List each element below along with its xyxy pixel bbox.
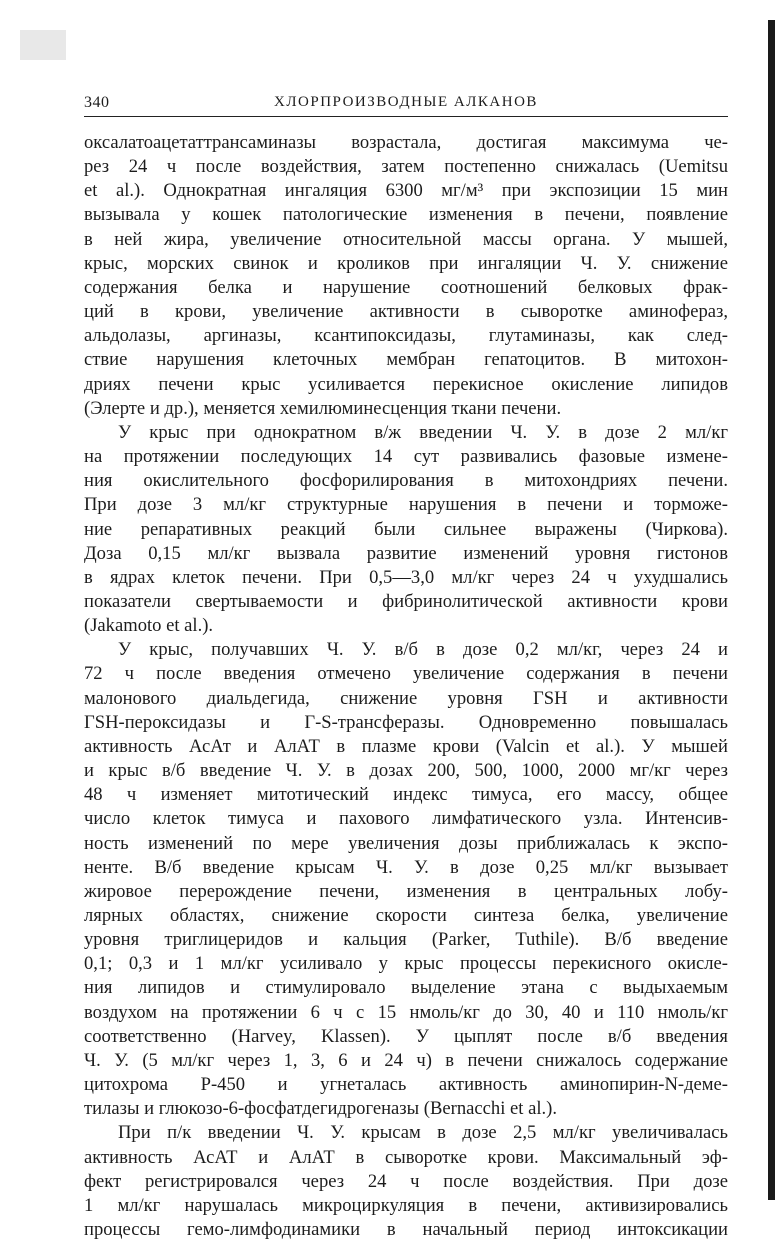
text-line: et al.). Однократная ингаляция 6300 мг/м³ при экспозиции 15 мин <box>84 180 728 202</box>
text-line: У крыс, получавших Ч. У. в/б в дозе 0,2 мл/кг, через 24 и <box>118 639 728 661</box>
text-line: У крыс при однократном в/ж введении Ч. У. в дозе 2 мл/кг <box>118 421 728 443</box>
text-line: ние репаративных реакций были сильнее выражены (Чиркова). <box>84 518 728 540</box>
text-line: альдолазы, аргиназы, ксантипоксидазы, глутаминазы, как след- <box>84 325 728 347</box>
text-line: ций в крови, увеличение активности в сыворотке аминофераз, <box>84 301 728 323</box>
text-line: содержания белка и нарушение соотношений белковых фрак- <box>84 276 728 298</box>
text-line: рез 24 ч после воздействия, затем постепенно снижалась (Uemitsu <box>84 156 728 178</box>
text-line: 72 ч после введения отмечено увеличение содержания в печени <box>84 663 728 685</box>
text-line: ГSH-пероксидазы и Г-S-трансферазы. Одновременно повышалась <box>84 711 728 733</box>
text-line: и крыс в/б введение Ч. У. в дозах 200, 500, 1000, 2000 мг/кг через <box>84 760 728 782</box>
text-line: Ч. У. (5 мл/кг через 1, 3, 6 и 24 ч) в печени снижалось содержание <box>84 1049 728 1071</box>
paragraph <box>84 131 728 421</box>
text-line: соответственно (Harvey, Klassen). У цыплят после в/б введения <box>84 1025 728 1047</box>
text-line: При п/к введении Ч. У. крысам в дозе 2,5 мл/кг увеличивалась <box>118 1122 728 1144</box>
paragraph <box>84 638 728 1121</box>
text-line: ненте. В/б введение крысам Ч. У. в дозе 0,25 мл/кг вызывает <box>84 856 728 878</box>
text-line: воздухом на протяжении 6 ч с 15 нмоль/кг до 30, 40 и 110 нмоль/кг <box>84 1001 728 1023</box>
text-line: в ней жира, увеличение относительной массы органа. У мышей, <box>84 228 728 250</box>
text-line: цитохрома Р-450 и угнеталась активность аминопирин-N-деме- <box>84 1074 728 1096</box>
text-line: активность АсАт и АлАТ в плазме крови (Valcin et al.). У мышей <box>84 735 728 757</box>
scan-smudge <box>20 30 66 60</box>
text-line: активность АсАТ и АлАТ в сыворотке крови. Максимальный эф- <box>84 1146 728 1168</box>
text-line: тилазы и глюкозо-6-фосфатдегидрогеназы (Bernacchi et al.). <box>84 1098 557 1120</box>
text-line: уровня триглицеридов и кальция (Parker, Tuthile). В/б введение <box>84 929 728 951</box>
text-line: При дозе 3 мл/кг структурные нарушения в печени и торможе- <box>84 494 728 516</box>
text-line: (Элерте и др.), меняется хемилюминесценция ткани печени. <box>84 397 562 419</box>
text-line: процессы гемо-лимфодинамики в начальный период интоксикации <box>84 1219 728 1241</box>
paragraph <box>84 421 728 638</box>
text-line: ствие нарушения клеточных мембран гепатоцитов. В митохон- <box>84 349 728 371</box>
book-page <box>84 92 728 1242</box>
text-line: Доза 0,15 мл/кг вызвала развитие изменений уровня гистонов <box>84 542 728 564</box>
text-line: (Jakamoto et al.). <box>84 615 214 637</box>
text-line: ния липидов и стимулировало выделение этана с выдыхаемым <box>84 977 728 999</box>
body-text <box>84 131 728 1242</box>
text-line: 0,1; 0,3 и 1 мл/кг усиливало у крыс процессы перекисного окисле- <box>84 953 728 975</box>
paragraph <box>84 1121 728 1242</box>
text-line: дриях печени крыс усиливается перекисное окисление липидов <box>84 373 728 395</box>
text-line: в ядрах клеток печени. При 0,5—3,0 мл/кг через 24 ч ухудшались <box>84 566 728 588</box>
text-line: вызывала у кошек патологические изменения в печени, появление <box>84 204 728 226</box>
scan-edge-mark <box>768 20 775 1200</box>
text-line: 1 мл/кг нарушалась микроциркуляция в печени, активизировались <box>84 1194 728 1216</box>
text-line: ния окислительного фосфорилирования в митохондриях печени. <box>84 470 728 492</box>
text-line: малонового диальдегида, снижение уровня ГSH и активности <box>84 687 728 709</box>
text-line: на протяжении последующих 14 сут развивались фазовые измене- <box>84 446 728 468</box>
text-line: фект регистрировался через 24 ч после воздействия. При дозе <box>84 1170 728 1192</box>
running-title: ХЛОРПРОИЗВОДНЫЕ АЛКАНОВ <box>274 94 538 110</box>
text-line: лярных областях, снижение скорости синтеза белка, увеличение <box>84 905 728 926</box>
page-number: 340 <box>84 94 110 111</box>
page-header <box>84 92 728 117</box>
text-line: ность изменений по мере увеличения дозы приближалась к экспо- <box>84 832 728 854</box>
text-line: показатели свертываемости и фибринолитической активности крови <box>84 590 728 612</box>
text-line: жировое перерождение печени, изменения в центральных лобу- <box>84 880 728 902</box>
text-line: крыс, морских свинок и кроликов при ингаляции Ч. У. снижение <box>84 252 728 274</box>
text-line: оксалатоацетаттрансаминазы возрастала, достигая максимума че- <box>84 132 728 153</box>
text-line: 48 ч изменяет митотический индекс тимуса, его массу, общее <box>84 784 728 806</box>
text-line: число клеток тимуса и пахового лимфатического узла. Интенсив- <box>84 808 728 830</box>
